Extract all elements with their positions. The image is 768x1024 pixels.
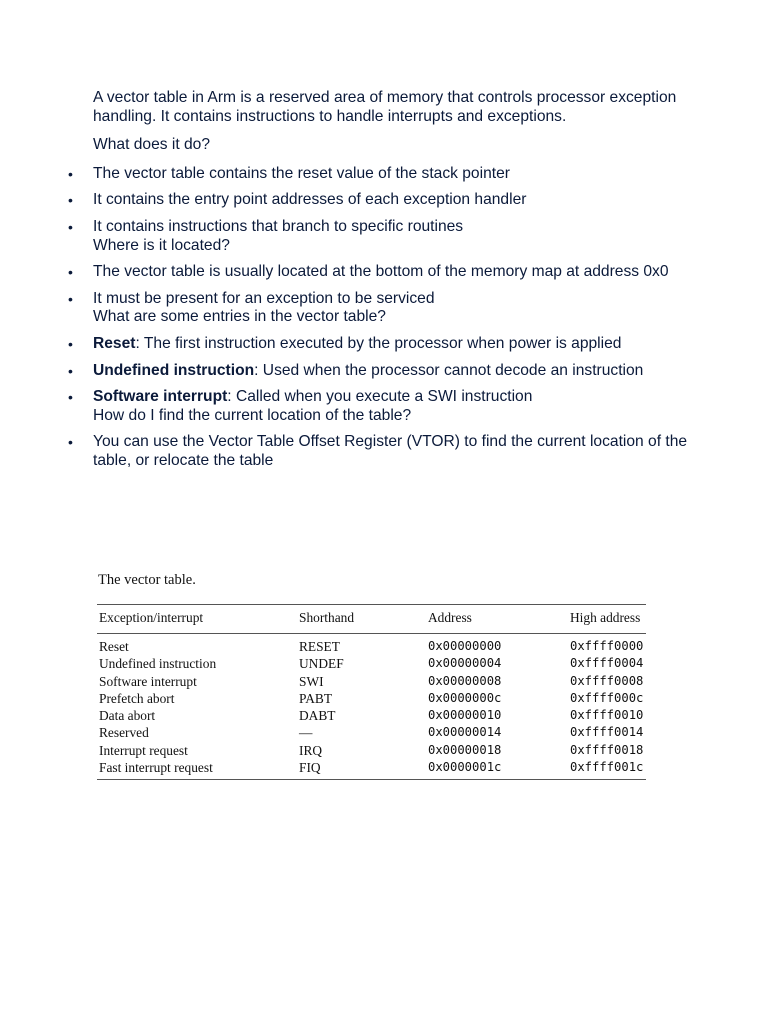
table-header-row: [97, 605, 646, 634]
table-row: Reserved — 0x00000014 0xffff0014: [99, 725, 644, 741]
list-item: • It contains instructions that branch to specific routines Where is it located?: [93, 218, 693, 255]
intro-paragraph: A vector table in Arm is a reserved area of memory that controls processor exception handling. It contains instructions to handle interrupts and exceptions.: [93, 89, 677, 125]
bullet-icon: •: [68, 165, 73, 182]
bullet-icon: •: [68, 192, 73, 209]
column-header: Exception/interrupt: [97, 605, 297, 634]
list-item: • The vector table contains the reset value of the stack pointer: [68, 164, 510, 182]
bullet-icon: •: [68, 290, 73, 307]
question-where-located: Where is it located?: [93, 236, 230, 254]
list-item: • Undefined instruction: Used when the processor cannot decode an instruction: [68, 361, 644, 379]
list-item: • It contains the entry point addresses of each exception handler: [68, 191, 527, 209]
bullet-icon: •: [68, 389, 73, 406]
list-item: • Software interrupt: Called when you execute a SWI instruction How do I find the current location of the table?: [93, 388, 693, 425]
bullet-icon: •: [68, 218, 73, 235]
list-item: • You can use the Vector Table Offset Register (VTOR) to find the current location of the table, or relocate the table: [68, 433, 688, 469]
question-entries: What are some entries in the vector table?: [93, 308, 386, 326]
list-item: • The vector table is usually located at the bottom of the memory map at address 0x0: [68, 263, 669, 281]
column-header: Address: [426, 605, 568, 634]
vector-table: [97, 604, 646, 780]
question-what-does-it-do: What does it do?: [93, 136, 211, 154]
list-item: • It must be present for an exception to be serviced What are some entries in the vector table?: [93, 290, 693, 327]
table-row: Data abort DABT 0x00000010 0xffff0010: [99, 708, 644, 724]
list-item: • Reset: The first instruction executed by the processor when power is applied: [68, 334, 622, 352]
bullet-icon: •: [68, 362, 73, 379]
bullet-icon: •: [68, 434, 73, 451]
bullet-icon: •: [68, 335, 73, 352]
bullet-icon: •: [68, 264, 73, 281]
table-row: Undefined instruction UNDEF 0x00000004 0xffff0004: [99, 656, 644, 672]
table-row: Software interrupt SWI 0x00000008 0xffff0008: [99, 673, 644, 689]
bullet-list: [68, 164, 693, 471]
question-find-location: How do I find the current location of the table?: [93, 406, 412, 424]
table-row: Fast interrupt request FIQ 0x0000001c 0xffff001c: [97, 759, 646, 780]
table-row: Interrupt request IRQ 0x00000018 0xffff0018: [99, 742, 644, 758]
figure-title: The vector table.: [98, 572, 196, 588]
column-header: High address: [568, 605, 646, 634]
column-header: Shorthand: [297, 605, 426, 634]
vector-table-figure: [97, 572, 646, 780]
table-row: Reset RESET 0x00000000 0xffff0000: [99, 639, 644, 654]
document-body: [68, 89, 693, 479]
table-row: Prefetch abort PABT 0x0000000c 0xffff000c: [99, 690, 644, 706]
